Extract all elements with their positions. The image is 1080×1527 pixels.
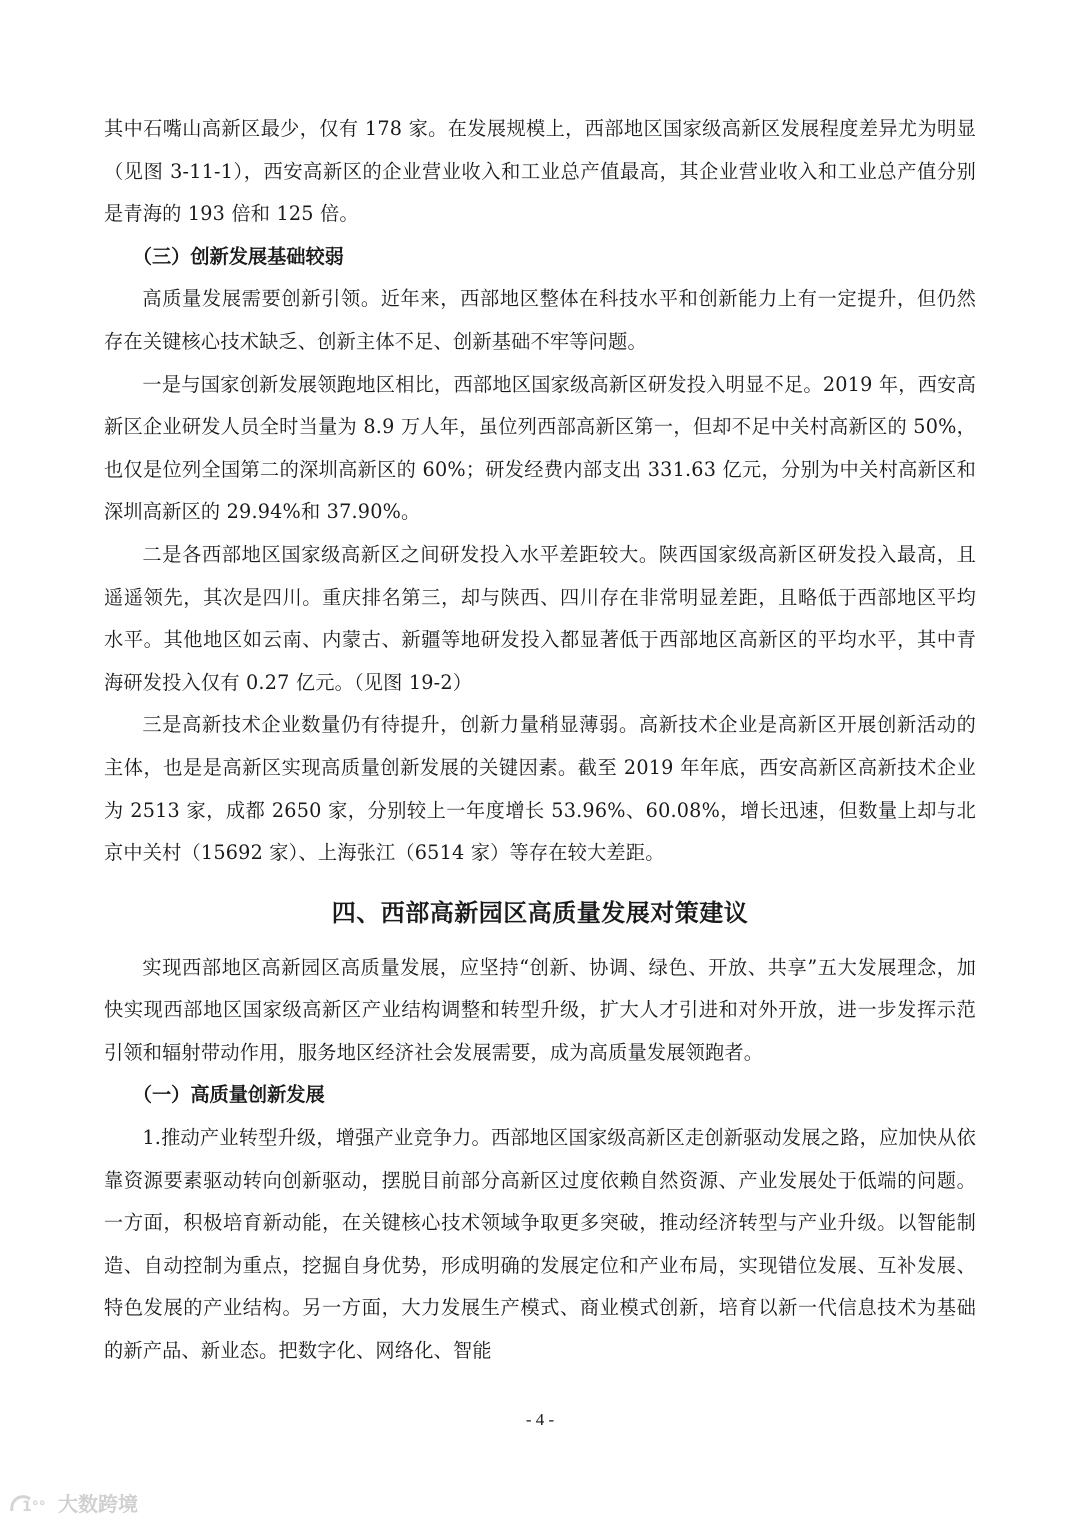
paragraph-3: 一是与国家创新发展领跑地区相比，西部地区国家级高新区研发投入明显不足。2019 年，西安高新区企业研发人员全时当量为 8.9 万人年，虽位列西部高新区第一，但却不足中关村高新区的 50%，也仅是位列全国第二的深圳高新区的 60%；研发经费内部支出 331.63 亿元，分别为中关村高新区和深圳高新区的 29.94%和 37.90%。 (104, 372, 976, 524)
subheading-1: （一）高质量创新发展 (132, 1083, 325, 1107)
paragraph-1: 其中石嘴山高新区最少，仅有 178 家。在发展规模上，西部地区国家级高新区发展程度差异尤为明显（见图 3-11-1），西安高新区的企业营业收入和工业总产值最高，其企业营业收入和工业总产值分别是青海的 193 倍和 125 倍。 (104, 117, 976, 226)
paragraph-2: 高质量发展需要创新引领。近年来，西部地区整体在科技水平和创新能力上有一定提升，但仍然存在关键核心技术缺乏、创新主体不足、创新基础不牢等问题。 (104, 287, 976, 353)
section-heading-4: 四、西部高新园区高质量发展对策建议 (331, 897, 749, 927)
svg-text:1°°: 1°° (22, 1498, 46, 1515)
watermark (8, 1488, 138, 1517)
document-body (104, 108, 976, 1373)
watermark-logo-icon (8, 1489, 54, 1517)
paragraph-4: 二是各西部地区国家级高新区之间研发投入水平差距较大。陕西国家级高新区研发投入最高，且遥遥领先，其次是四川。重庆排名第三，却与陕西、四川存在非常明显差距，且略低于西部地区平均水平。其他地区如云南、内蒙古、新疆等地研发投入都显著低于西部地区高新区的平均水平，其中青海研发投入仅有 0.27 亿元。（见图 19-2） (104, 542, 976, 694)
subheading-3: （三）创新发展基础较弱 (132, 244, 344, 268)
paragraph-5: 三是高新技术企业数量仍有待提升，创新力量稍显薄弱。高新技术企业是高新区开展创新活动的主体，也是是高新区实现高质量创新发展的关键因素。截至 2019 年年底，西安高新区高新技术企业为 2513 家，成都 2650 家，分别较上一年度增长 53.96%、60.08%，增长迅速，但数量上却与北京中关村（15692 家）、上海张江（6514 家）等存在较大差距。 (104, 713, 976, 865)
watermark-text: 大数跨境 (58, 1492, 138, 1516)
paragraph-7: 1.推动产业转型升级，增强产业竞争力。西部地区国家级高新区走创新驱动发展之路，应加快从依靠资源要素驱动转向创新驱动，摆脱目前部分高新区过度依赖自然资源、产业发展处于低端的问题。一方面，积极培育新动能，在关键核心技术领域争取更多突破，推动经济转型与产业升级。以智能制造、自动控制为重点，挖掘自身优势，形成明确的发展定位和产业布局，实现错位发展、互补发展、特色发展的产业结构。另一方面，大力发展生产模式、商业模式创新，培育以新一代信息技术为基础的新产品、新业态。把数字化、网络化、智能 (104, 1126, 976, 1363)
page-number: - 4 - (525, 1410, 555, 1429)
paragraph-6: 实现西部地区高新园区高质量发展，应坚持“创新、协调、绿色、开放、共享”五大发展理念，加快实现西部地区国家级高新区产业结构调整和转型升级，扩大人才引进和对外开放，进一步发挥示范引领和辐射带动作用，服务地区经济社会发展需要，成为高质量发展领跑者。 (104, 955, 976, 1064)
